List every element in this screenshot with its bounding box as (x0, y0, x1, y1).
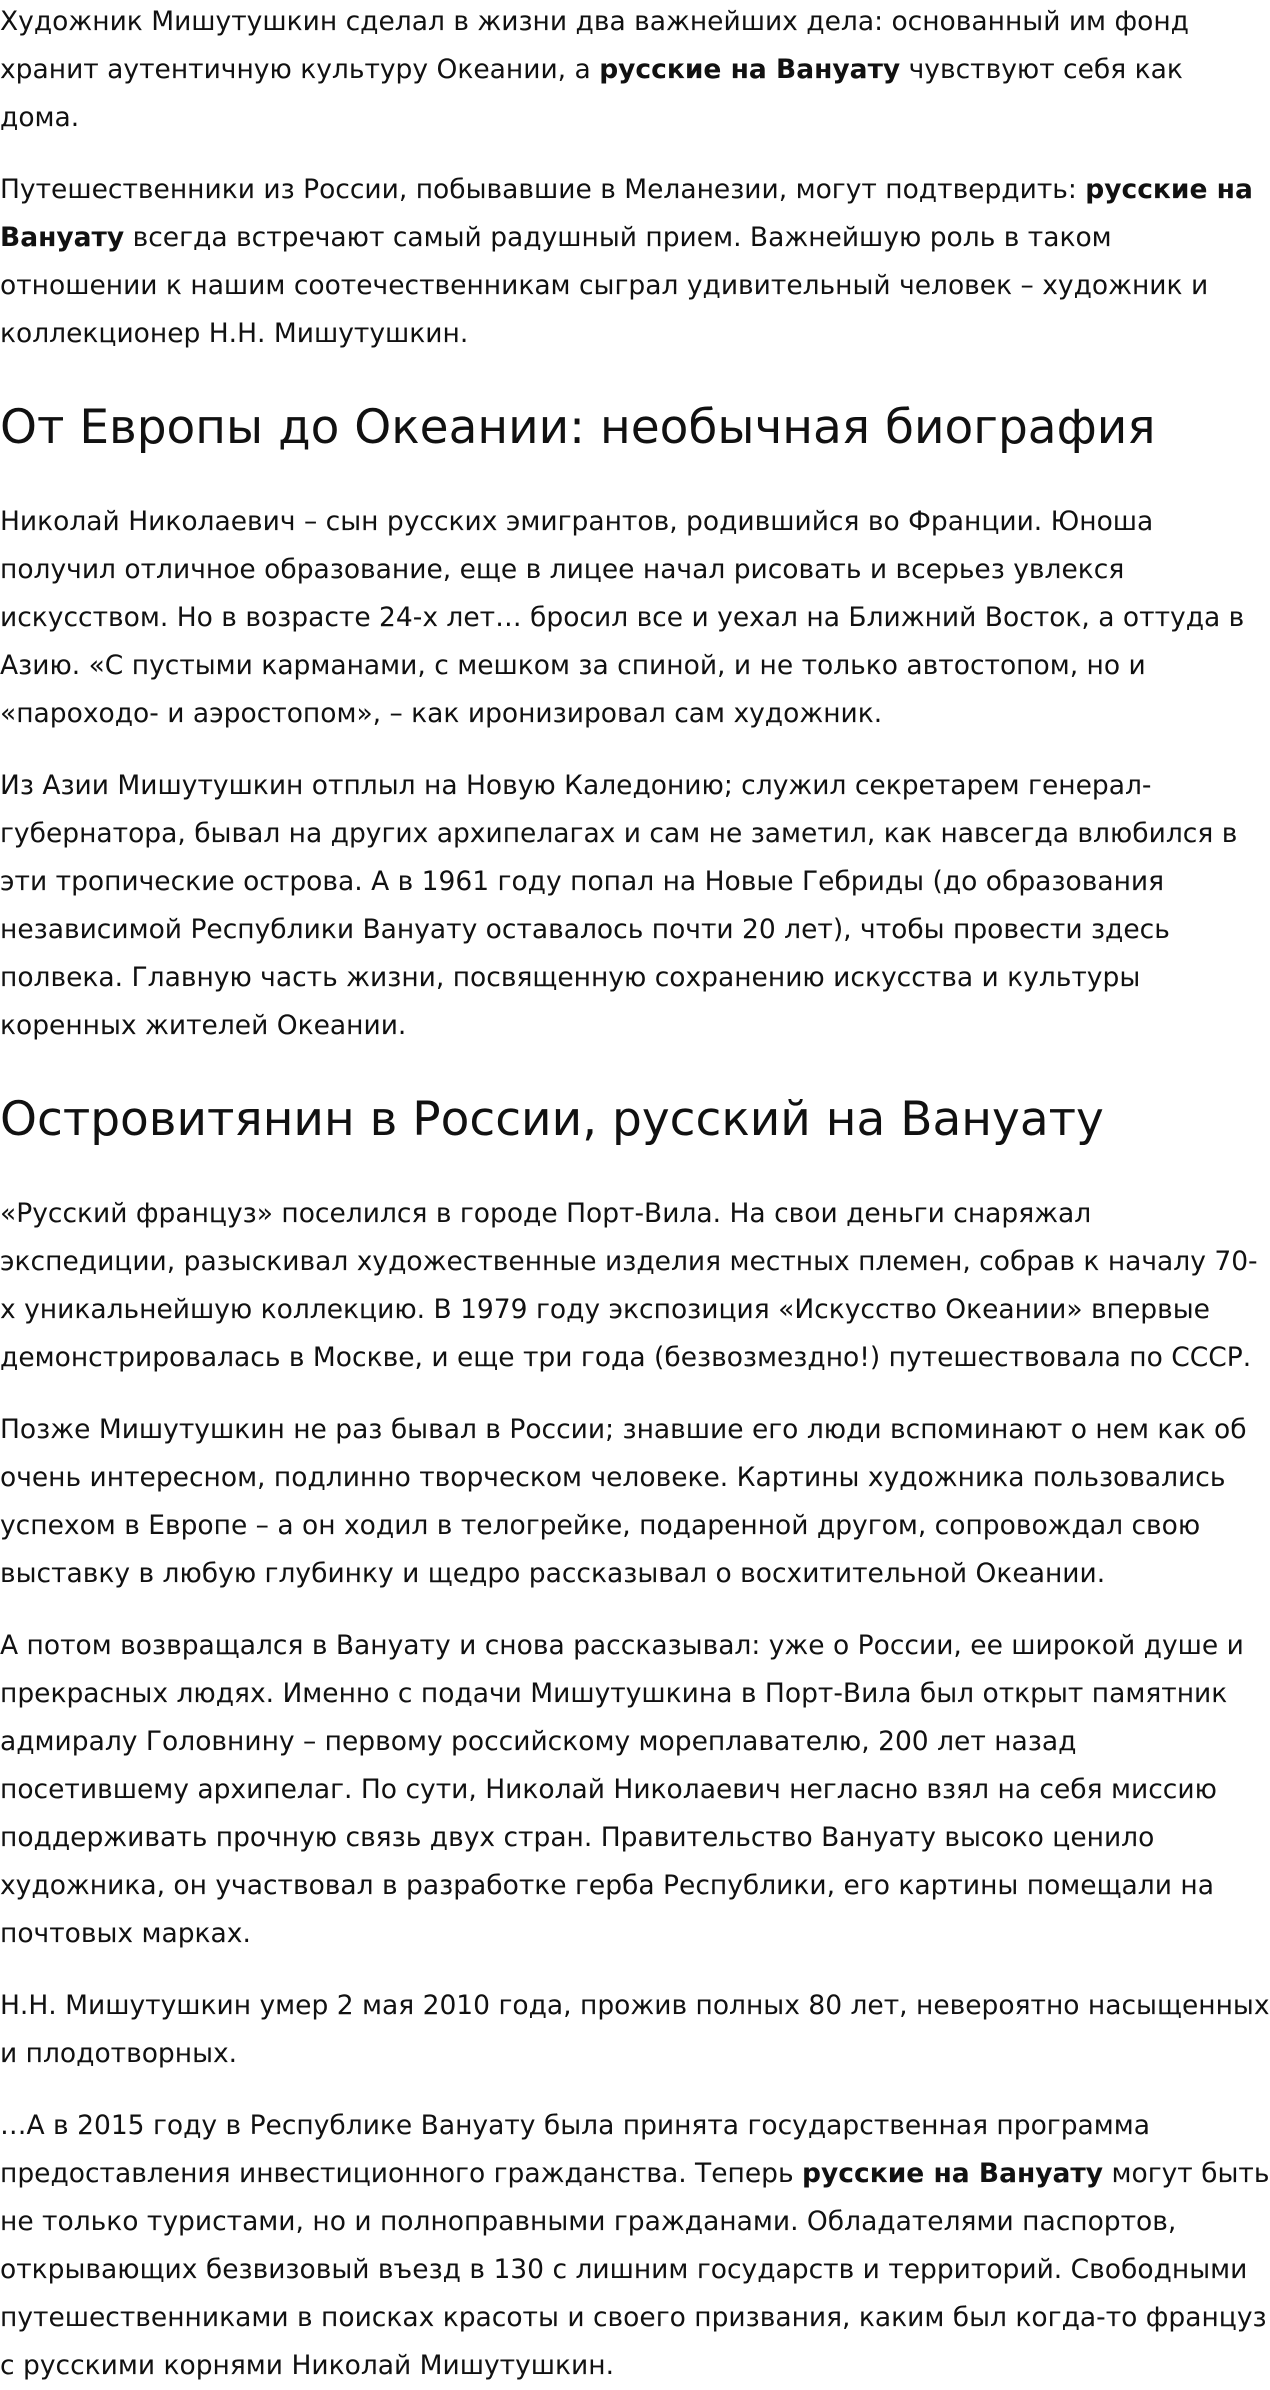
citizenship-text-c: могут быть не только туристами, но и полноправными гражданами. Обладателями паспортов, открывающих безвизовый въезд в 130 с лишним государств и территорий. Свободными путешественниками в поисках красоты и своего призвания, каким был когда-то француз с русскими корнями Николай Мишутушкин. (0, 2158, 1270, 2381)
paragraph-oceania: Из Азии Мишутушкин отплыл на Новую Каледонию; служил секретарем генерал-губернатора, бывал на других архипелагах и сам не заметил, как навсегда влюбился в эти тропические острова. А в 1961 году попал на Новые Гебриды (до образования независимой Республики Вануату оставалось почти 20 лет), чтобы провести здесь полвека. Главную часть жизни, посвященную сохранению искусства и культуры коренных жителей Океании. (0, 770, 1238, 1041)
citizenship-text-a: …А в 2015 году в Республике Вануату была принята государственная программа предоставления инвестиционного гражданства. Теперь (0, 2110, 1150, 2189)
paragraph-citizenship (0, 2102, 1270, 2390)
paragraph-port-vila: «Русский француз» поселился в городе Порт-Вила. На свои деньги снаряжал экспедиции, разыскивал художественные изделия местных племен, собрав к началу 70-х уникальнейшую коллекцию. В 1979 году экспозиция «Искусство Океании» впервые демонстрировалась в Москве, и еще три года (безвозмездно!) путешествовала по СССР. (0, 1198, 1258, 1373)
heading-biography: От Европы до Океании: необычная биография (0, 400, 1156, 455)
paragraph-youth: Николай Николаевич – сын русских эмигрантов, родившийся во Франции. Юноша получил отличное образование, еще в лицее начал рисовать и всерьез увлекся искусством. Но в возрасте 24-х лет… бросил все и уехал на Ближний Восток, а оттуда в Азию. «С пустыми карманами, с мешком за спиной, и не только автостопом, но и «пароходо- и аэростопом», – как иронизировал сам художник. (0, 506, 1245, 729)
paragraph-return: А потом возвращался в Вануату и снова рассказывал: уже о России, ее широкой душе и прекрасных людях. Именно с подачи Мишутушкина в Порт-Вила был открыт памятник адмиралу Головнину – первому российскому мореплавателю, 200 лет назад посетившему архипелаг. По сути, Николай Николаевич негласно взял на себя миссию поддерживать прочную связь двух стран. Правительство Вануату высоко ценило художника, он участвовал в разработке герба Республики, его картины помещали на почтовых марках. (0, 1630, 1244, 1949)
intro-text-c: чувствуют себя как дома. (0, 54, 1183, 133)
paragraph-travelers (0, 166, 1270, 358)
travelers-keyword: русские на Вануату (0, 174, 1253, 253)
intro-text-a: Художник Мишутушкин сделал в жизни два важнейших дела: основанный им фонд хранит аутентичную культуру Океании, а (0, 6, 1189, 85)
intro-paragraph (0, 0, 1270, 142)
travelers-text-a: Путешественники из России, побывавшие в Меланезии, могут подтвердить: (0, 174, 1086, 205)
citizenship-keyword: русские на Вануату (802, 2158, 1104, 2189)
travelers-text-c: всегда встречают самый радушный прием. Важнейшую роль в таком отношении к нашим соотечественникам сыграл удивительный человек – художник и коллекционер Н.Н. Мишутушкин. (0, 222, 1209, 349)
intro-keyword: русские на Вануату (599, 54, 901, 85)
heading-islander: Островитянин в России, русский на Вануату (0, 1092, 1104, 1147)
paragraph-russia-visits: Позже Мишутушкин не раз бывал в России; знавшие его люди вспоминают о нем как об очень интересном, подлинно творческом человеке. Картины художника пользовались успехом в Европе – а он ходил в телогрейке, подаренной другом, сопровождал свою выставку в любую глубинку и щедро рассказывал о восхитительной Океании. (0, 1414, 1247, 1589)
paragraph-death: Н.Н. Мишутушкин умер 2 мая 2010 года, прожив полных 80 лет, невероятно насыщенных и плодотворных. (0, 1990, 1270, 2069)
